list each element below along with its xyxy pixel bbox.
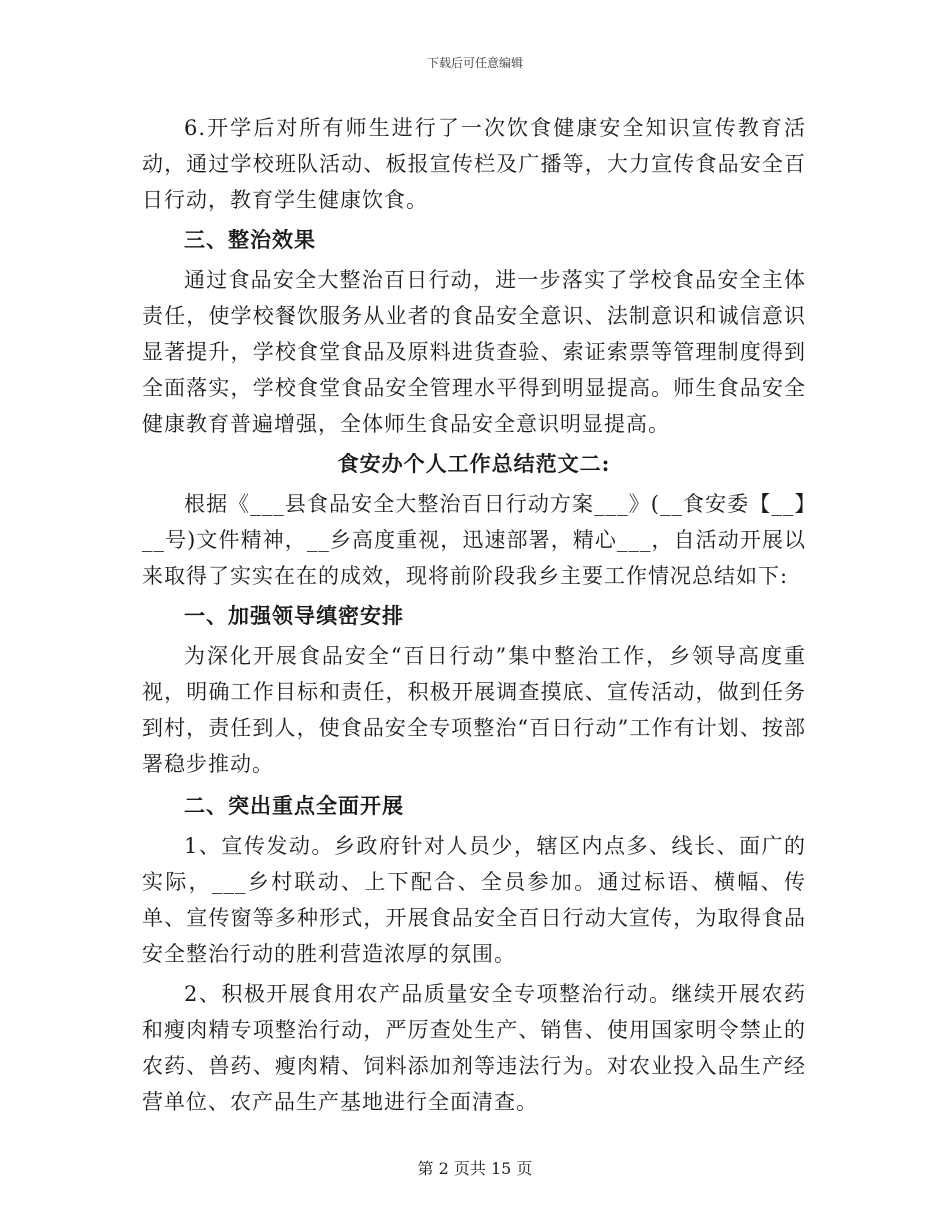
document-title-sample-two: 食安办个人工作总结范文二: (337, 451, 611, 476)
section-heading-focus: 二、突出重点全面开展 (184, 793, 404, 818)
section-heading-effects: 三、整治效果 (184, 227, 316, 252)
page-footer: 第 2 页共 15 页 (417, 1159, 533, 1178)
paragraph-publicity: 1、宣传发动。乡政府针对人员少，辖区内点多、线长、面广的实际，___乡村联动、上下配合、全员参加。通过标语、横幅、传单、宣传窗等多种形式，开展食品安全百日行动大宣传，为取得食品安全整治行动的胜利营造浓厚的氛围。 (142, 834, 806, 966)
paragraph-leadership: 为深化开展食品安全“百日行动”集中整治工作，乡领导高度重视，明确工作目标和责任，积极开展调查摸底、宣传活动，做到任务到村，责任到人，使食品安全专项整治“百日行动”工作有计划、按部署稳步推动。 (142, 644, 806, 776)
section-heading-leadership: 一、加强领导缜密安排 (184, 603, 404, 628)
paragraph-intro: 根据《___县食品安全大整治百日行动方案___》(__食安委【__】__号)文件精神，__乡高度重视，迅速部署，精心___，自活动开展以来取得了实实在在的成效，现将前阶段我乡主要工作情况总结如下: (142, 492, 806, 588)
document-body (142, 110, 806, 1120)
paragraph-item-6: 6.开学后对所有师生进行了一次饮食健康安全知识宣传教育活动，通过学校班队活动、板报宣传栏及广播等，大力宣传食品安全百日行动，教育学生健康饮食。 (142, 116, 806, 212)
page-header: 下载后可任意编辑 (426, 56, 523, 70)
paragraph-agriculture: 2、积极开展食用农产品质量安全专项整治行动。继续开展农药和瘦肉精专项整治行动，严厉查处生产、销售、使用国家明令禁止的农药、兽药、瘦肉精、饲料添加剂等违法行为。对农业投入品生产经营单位、农产品生产基地进行全面清查。 (142, 982, 806, 1114)
paragraph-effects: 通过食品安全大整治百日行动，进一步落实了学校食品安全主体责任，使学校餐饮服务从业者的食品安全意识、法制意识和诚信意识显著提升，学校食堂食品及原料进货查验、索证索票等管理制度得到全面落实，学校食堂食品安全管理水平得到明显提高。师生食品安全健康教育普遍增强，全体师生食品安全意识明显提高。 (142, 268, 806, 436)
